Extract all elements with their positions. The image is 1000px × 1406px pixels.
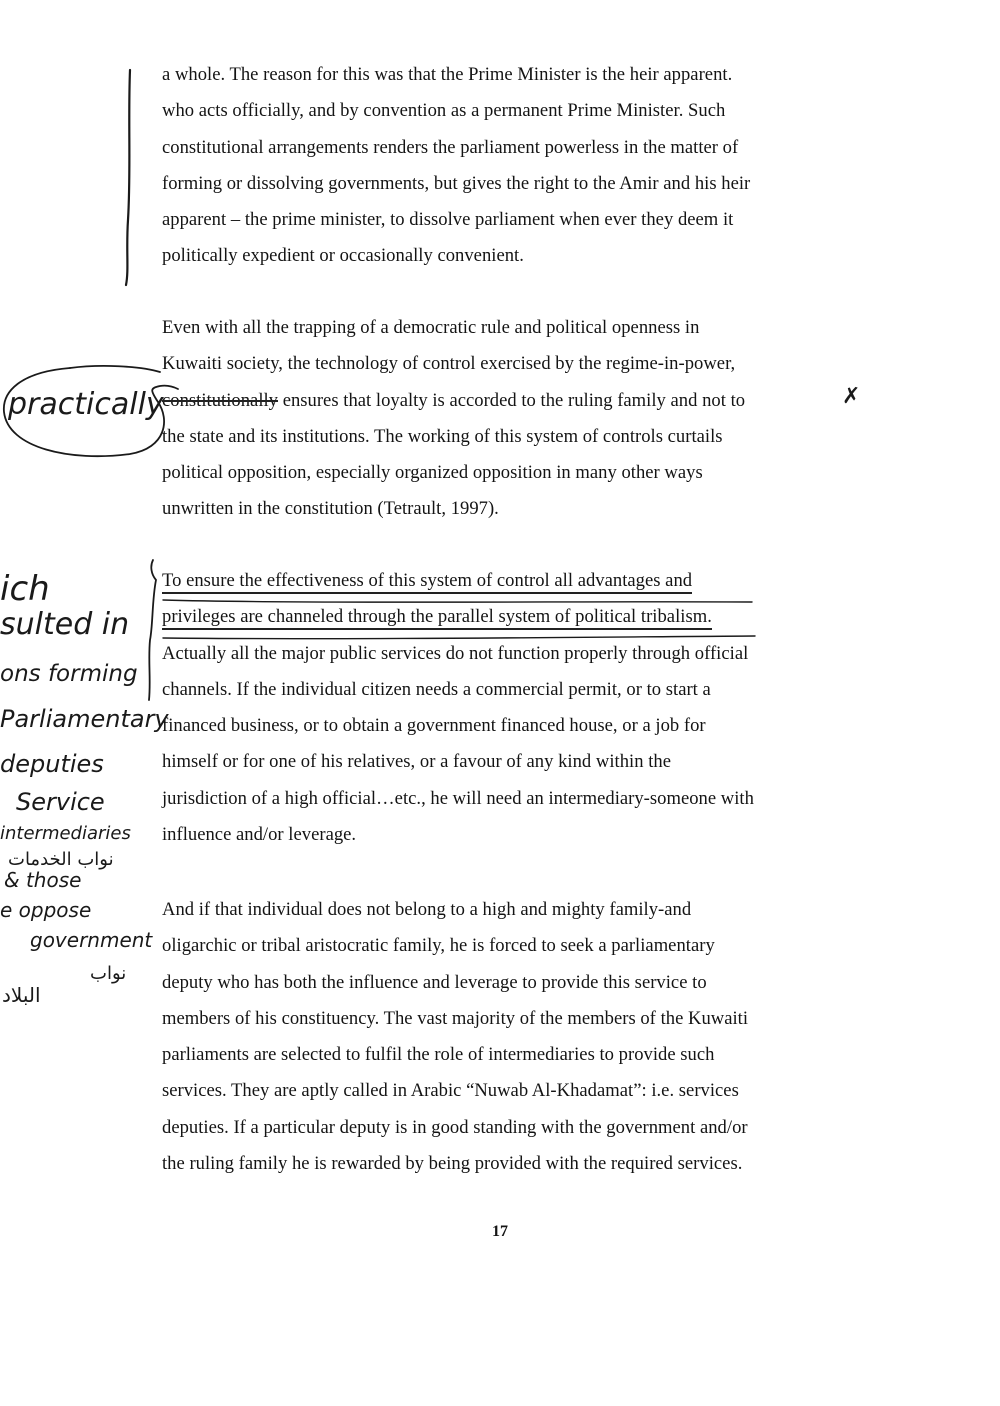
- text-line: Even with all the trapping of a democratic rule and political openness in: [162, 317, 700, 338]
- text-line: Kuwaiti society, the technology of control exercised by the regime-in-power,: [162, 353, 736, 375]
- text-line: members of his constituency. The vast majority of the members of the Kuwaiti: [162, 1007, 749, 1029]
- text-line: the ruling family he is rewarded by being provided with the required services.: [162, 1153, 743, 1175]
- margin-note: ich: [0, 569, 50, 609]
- margin-note: intermediaries: [0, 823, 131, 844]
- text-line: apparent – the prime minister, to dissolve parliament when ever they deem it: [162, 209, 734, 231]
- text-line: jurisdiction of a high official…etc., he will need an intermediary-someone with: [162, 787, 754, 809]
- margin-note: نواب: [90, 963, 127, 984]
- margin-note: Service: [16, 788, 105, 816]
- text-line: [162, 599, 822, 635]
- margin-note: نواب الخدمات: [8, 849, 114, 870]
- margin-note: البلاد: [2, 983, 41, 1007]
- margin-note: deputies: [0, 750, 104, 778]
- text-line: himself or for one of his relatives, or a favour of any kind within the: [162, 751, 671, 773]
- text-line: deputies. If a particular deputy is in good standing with the government and/or: [162, 1116, 748, 1138]
- margin-note: & those: [4, 868, 82, 892]
- margin-note: e oppose: [0, 898, 92, 922]
- text-line: channels. If the individual citizen needs a commercial permit, or to start a: [162, 678, 711, 700]
- text-line-rest: ensures that loyalty is accorded to the ruling family and not to: [282, 389, 746, 411]
- circle-annotation-top: [70, 366, 160, 372]
- text-line: deputy who has both the influence and leverage to provide this service to: [162, 971, 707, 993]
- underlined-text: To ensure the effectiveness of this system of control all advantages and: [162, 570, 692, 594]
- text-line: political opposition, especially organized opposition in many other ways: [162, 462, 703, 484]
- text-line: politically expedient or occasionally convenient.: [162, 245, 524, 267]
- paragraph-2: [162, 310, 822, 528]
- margin-note: sulted in: [0, 607, 130, 642]
- page-number: 17: [492, 1223, 508, 1240]
- underlined-text: privileges are channeled through the parallel system of political tribalism.: [162, 606, 712, 630]
- text-line: forming or dissolving governments, but gives the right to the Amir and his heir: [162, 172, 751, 194]
- text-line: oligarchic or tribal aristocratic family, he is forced to seek a parliamentary: [162, 935, 715, 957]
- margin-bracket-line: [126, 70, 130, 285]
- text-line: unwritten in the constitution (Tetrault, 1997).: [162, 498, 499, 520]
- text-line: constitutional arrangements renders the parliament powerless in the matter of: [162, 136, 739, 158]
- paragraph-1: [162, 57, 822, 275]
- margin-note: ons forming: [0, 661, 138, 687]
- paragraph-4: [162, 892, 822, 1182]
- margin-bracket-line: [149, 560, 156, 700]
- text-line: services. They are aptly called in Arabic “Nuwab Al-Khadamat”: i.e. services: [162, 1080, 739, 1102]
- x-mark: ✗: [842, 384, 861, 409]
- text-line: a whole. The reason for this was that the Prime Minister is the heir apparent.: [162, 64, 733, 85]
- text-line: [162, 563, 822, 599]
- text-line: Actually all the major public services do not function properly through official: [162, 642, 749, 664]
- text-line: influence and/or leverage.: [162, 824, 357, 846]
- text-line: the state and its institutions. The working of this system of controls curtails: [162, 425, 723, 447]
- text-line: parliaments are selected to fulfil the role of intermediaries to provide such: [162, 1044, 715, 1066]
- circled-word-annotation: practically: [8, 387, 164, 422]
- struck-word: constitutionally: [162, 389, 279, 411]
- margin-note: Parliamentary: [0, 705, 169, 733]
- text-line: And if that individual does not belong to a high and mighty family-and: [162, 899, 692, 920]
- text-line: [162, 383, 822, 419]
- paragraph-3: [162, 563, 822, 853]
- text-line: financed business, or to obtain a government financed house, or a job for: [162, 715, 706, 737]
- text-line: who acts officially, and by convention as a permanent Prime Minister. Such: [162, 100, 726, 122]
- margin-note: government: [30, 928, 153, 952]
